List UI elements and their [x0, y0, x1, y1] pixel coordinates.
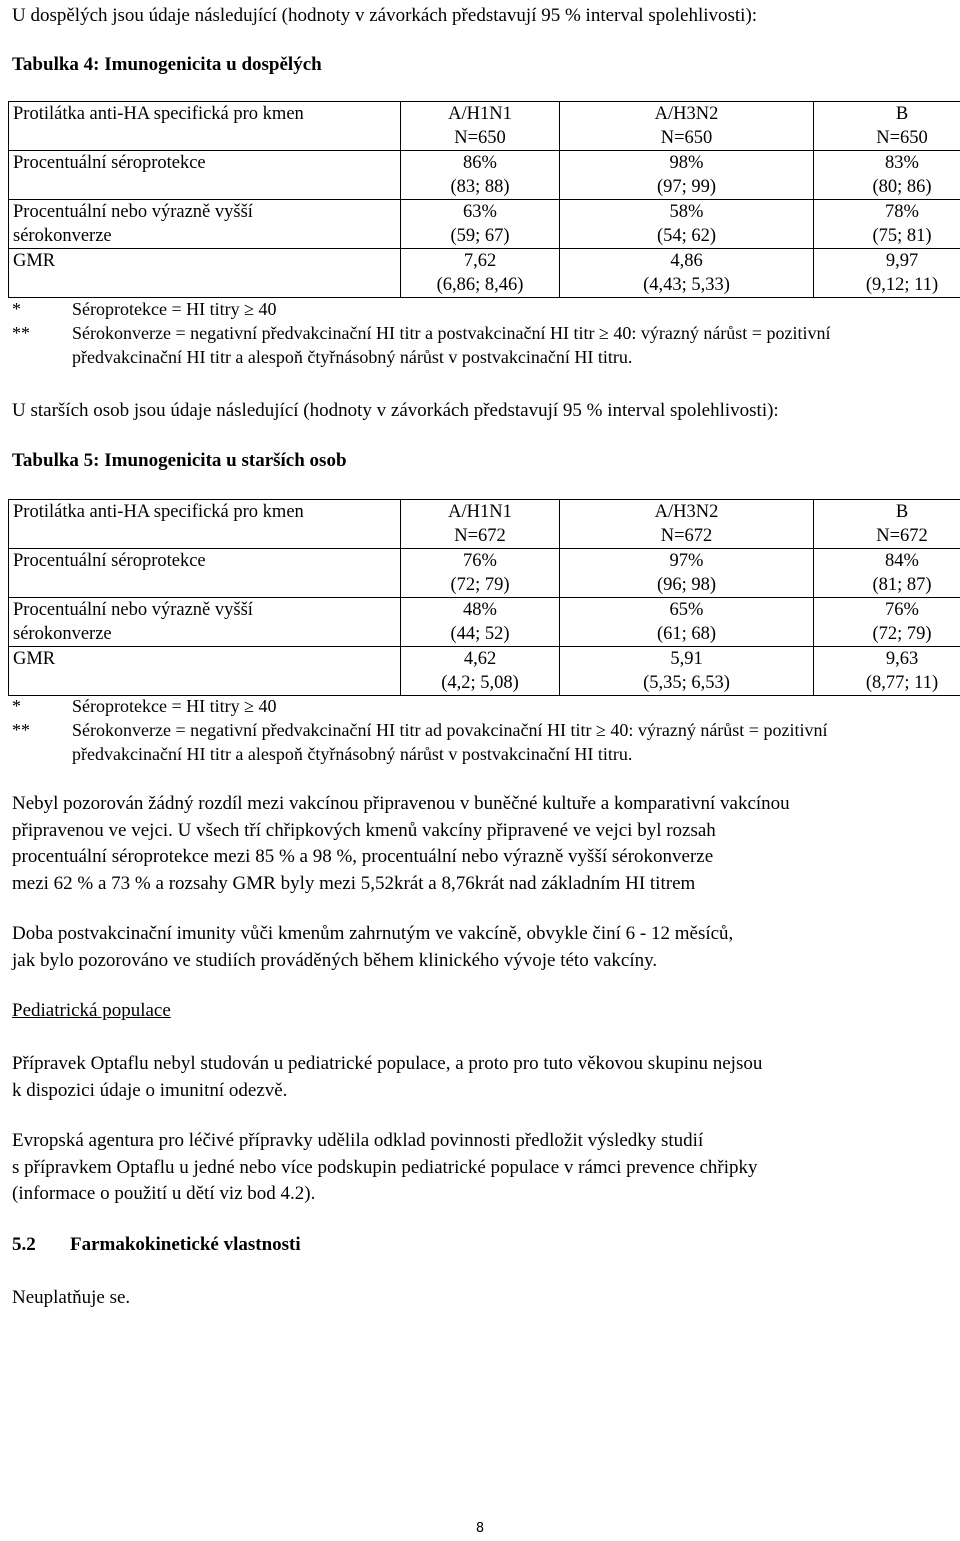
paragraph-line: procentuální séroprotekce mezi 85 % a 98 %, procentuální nebo výrazně vyšší sérokonverze: [12, 844, 790, 871]
table5-wrapper: [12, 499, 960, 696]
header-label-cell: Protilátka anti-HA specifická pro kmen: [9, 500, 401, 549]
table5-notes: [12, 694, 957, 766]
footnote-text: Sérokonverze = negativní předvakcinační HI titr a postvakcinační HI titr ≥ 40: výrazný nárůst = pozitivní: [72, 321, 957, 345]
row-cell: 97% (96; 98): [560, 549, 814, 598]
row-label: Procentuální séroprotekce: [9, 549, 401, 598]
intro-adults: U dospělých jsou údaje následující (hodnoty v závorkách představují 95 % interval spolehlivosti):: [12, 4, 757, 28]
row-cell: 84% (81; 87): [814, 549, 960, 598]
footnote-text: předvakcinační HI titr a alespoň čtyřnásobný nárůst v postvakcinační HI titru.: [72, 742, 957, 766]
section-heading: [12, 1233, 301, 1257]
table-header-row: [9, 500, 960, 549]
paragraph-line: Přípravek Optaflu nebyl studován u pediatrické populace, a proto pro tuto věkovou skupinu nejsou: [12, 1051, 762, 1078]
paragraph-line: připravenou ve vejci. U všech tří chřipkových kmenů vakcíny připravené ve vejci byl rozsah: [12, 818, 790, 845]
table-row: [9, 598, 960, 647]
table4-note-seroprotection: [12, 297, 957, 321]
row-cell: 83% (80; 86): [814, 151, 960, 200]
footnote-text: Séroprotekce = HI titry ≥ 40: [72, 696, 276, 716]
paragraph-duration: [12, 921, 733, 974]
table4-note-seroconversion: [12, 321, 957, 369]
section-title: Farmakokinetické vlastnosti: [70, 1234, 301, 1255]
row-cell: 5,91 (5,35; 6,53): [560, 647, 814, 696]
row-cell: 78% (75; 81): [814, 200, 960, 249]
paragraph-line: mezi 62 % a 73 % a rozsahy GMR byly mezi 5,52krát a 8,76krát nad základním HI titrem: [12, 871, 790, 898]
table-row: [9, 549, 960, 598]
header-col-h3n2: A/H3N2 N=650: [560, 102, 814, 151]
row-cell: 7,62 (6,86; 8,46): [401, 249, 560, 298]
page-number: 8: [0, 1517, 960, 1541]
paragraph-line: s přípravkem Optaflu u jedné nebo více podskupin pediatrické populace v rámci prevence chřipky: [12, 1155, 757, 1182]
table-row: [9, 200, 960, 249]
table5-note-seroconversion: [12, 718, 957, 766]
table4: [8, 101, 960, 298]
row-cell: 76% (72; 79): [814, 598, 960, 647]
header-col-b: B N=650: [814, 102, 960, 151]
header-col-h1n1: A/H1N1 N=672: [401, 500, 560, 549]
row-label: GMR: [9, 249, 401, 298]
row-cell: 48% (44; 52): [401, 598, 560, 647]
row-cell: 9,97 (9,12; 11): [814, 249, 960, 298]
table-row: [9, 151, 960, 200]
header-label-cell: Protilátka anti-HA specifická pro kmen: [9, 102, 401, 151]
footnote-text: Sérokonverze = negativní předvakcinační HI titr ad povakcinační HI titr ≥ 40: výrazný nárůst = pozitivní: [72, 718, 957, 742]
paragraph-line: Doba postvakcinační imunity vůči kmenům zahrnutým ve vakcíně, obvykle činí 6 - 12 měsíců,: [12, 921, 733, 948]
table5-note-seroprotection: [12, 694, 957, 718]
row-cell: 4,86 (4,43; 5,33): [560, 249, 814, 298]
paragraph-line: Evropská agentura pro léčivé přípravky udělila odklad povinnosti předložit výsledky studií: [12, 1128, 757, 1155]
header-col-h1n1: A/H1N1 N=650: [401, 102, 560, 151]
paragraph-line: k dispozici údaje o imunitní odezvě.: [12, 1078, 762, 1105]
table4-notes: [12, 297, 957, 369]
table4-title: Tabulka 4: Imunogenicita u dospělých: [12, 53, 322, 77]
section-number: 5.2: [12, 1233, 70, 1257]
table4-wrapper: [12, 101, 960, 298]
paragraph-pediatric-1: [12, 1051, 762, 1104]
row-label: GMR: [9, 647, 401, 696]
row-label: Procentuální nebo výrazně vyšší sérokonverze: [9, 598, 401, 647]
table-header-row: [9, 102, 960, 151]
row-cell: 76% (72; 79): [401, 549, 560, 598]
row-cell: 4,62 (4,2; 5,08): [401, 647, 560, 696]
intro-elderly: U starších osob jsou údaje následující (hodnoty v závorkách představují 95 % interval spolehlivosti):: [12, 399, 779, 423]
paragraph-line: jak bylo pozorováno ve studiích prováděných během klinického vývoje této vakcíny.: [12, 948, 733, 975]
row-cell: 65% (61; 68): [560, 598, 814, 647]
header-col-h3n2: A/H3N2 N=672: [560, 500, 814, 549]
table-row: [9, 647, 960, 696]
table5: [8, 499, 960, 696]
table5-title: Tabulka 5: Imunogenicita u starších osob: [12, 449, 347, 473]
row-cell: 58% (54; 62): [560, 200, 814, 249]
paragraph-line: (informace o použití u dětí viz bod 4.2).: [12, 1181, 757, 1208]
paragraph-pediatric-2: [12, 1128, 757, 1208]
footnote-mark: *: [12, 694, 21, 718]
row-cell: 86% (83; 88): [401, 151, 560, 200]
pediatric-heading: Pediatrická populace: [12, 999, 171, 1023]
row-label: Procentuální nebo výrazně vyšší sérokonverze: [9, 200, 401, 249]
row-cell: 63% (59; 67): [401, 200, 560, 249]
not-applicable-text: Neuplatňuje se.: [12, 1286, 130, 1310]
table-row: [9, 249, 960, 298]
row-cell: 9,63 (8,77; 11): [814, 647, 960, 696]
footnote-text: předvakcinační HI titr a alespoň čtyřnásobný nárůst v postvakcinační HI titru.: [72, 345, 957, 369]
footnote-text: Séroprotekce = HI titry ≥ 40: [72, 299, 276, 319]
paragraph-comparison: [12, 791, 790, 897]
row-cell: 98% (97; 99): [560, 151, 814, 200]
row-label: Procentuální séroprotekce: [9, 151, 401, 200]
footnote-mark: *: [12, 297, 21, 321]
header-col-b: B N=672: [814, 500, 960, 549]
paragraph-line: Nebyl pozorován žádný rozdíl mezi vakcínou připravenou v buněčné kultuře a komparativní vakcínou: [12, 791, 790, 818]
footnote-mark: **: [12, 718, 30, 742]
footnote-mark: **: [12, 321, 30, 345]
